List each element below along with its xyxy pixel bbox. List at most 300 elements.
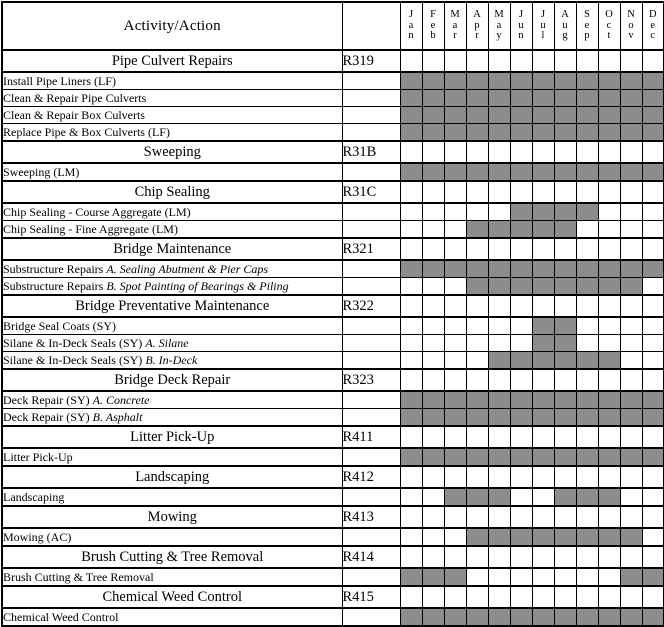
schedule-cell-jan[interactable] (400, 586, 422, 608)
schedule-cell-mar[interactable] (444, 546, 466, 568)
schedule-cell-jan[interactable] (400, 409, 422, 427)
schedule-cell-jun[interactable] (510, 90, 532, 107)
schedule-cell-apr[interactable] (466, 335, 488, 352)
schedule-cell-may[interactable] (488, 90, 510, 107)
schedule-cell-apr[interactable] (466, 352, 488, 370)
schedule-cell-dec[interactable] (642, 124, 664, 142)
schedule-cell-jun[interactable] (510, 369, 532, 391)
schedule-cell-may[interactable] (488, 278, 510, 296)
schedule-cell-nov[interactable] (620, 546, 642, 568)
schedule-cell-jan[interactable] (400, 72, 422, 90)
schedule-cell-feb[interactable] (422, 352, 444, 370)
schedule-cell-oct[interactable] (598, 163, 620, 181)
schedule-cell-may[interactable] (488, 546, 510, 568)
schedule-cell-jul[interactable] (532, 426, 554, 448)
schedule-cell-feb[interactable] (422, 72, 444, 90)
schedule-cell-jul[interactable] (532, 352, 554, 370)
schedule-cell-sep[interactable] (576, 568, 598, 586)
schedule-cell-may[interactable] (488, 221, 510, 239)
schedule-cell-jan[interactable] (400, 352, 422, 370)
schedule-cell-may[interactable] (488, 317, 510, 335)
schedule-cell-feb[interactable] (422, 466, 444, 488)
schedule-cell-mar[interactable] (444, 163, 466, 181)
schedule-cell-dec[interactable] (642, 238, 664, 260)
schedule-cell-oct[interactable] (598, 391, 620, 409)
schedule-cell-mar[interactable] (444, 181, 466, 203)
schedule-cell-sep[interactable] (576, 369, 598, 391)
schedule-cell-aug[interactable] (554, 238, 576, 260)
schedule-cell-apr[interactable] (466, 141, 488, 163)
schedule-cell-dec[interactable] (642, 295, 664, 317)
schedule-cell-oct[interactable] (598, 72, 620, 90)
schedule-cell-jan[interactable] (400, 90, 422, 107)
schedule-cell-dec[interactable] (642, 107, 664, 124)
schedule-cell-nov[interactable] (620, 568, 642, 586)
schedule-cell-feb[interactable] (422, 546, 444, 568)
schedule-cell-jul[interactable] (532, 608, 554, 626)
schedule-cell-oct[interactable] (598, 278, 620, 296)
schedule-cell-feb[interactable] (422, 50, 444, 72)
schedule-cell-apr[interactable] (466, 586, 488, 608)
schedule-cell-jan[interactable] (400, 568, 422, 586)
schedule-cell-jan[interactable] (400, 124, 422, 142)
schedule-cell-may[interactable] (488, 426, 510, 448)
schedule-cell-mar[interactable] (444, 124, 466, 142)
schedule-cell-feb[interactable] (422, 568, 444, 586)
schedule-cell-may[interactable] (488, 181, 510, 203)
schedule-cell-mar[interactable] (444, 317, 466, 335)
schedule-cell-sep[interactable] (576, 335, 598, 352)
schedule-cell-dec[interactable] (642, 391, 664, 409)
schedule-cell-dec[interactable] (642, 426, 664, 448)
schedule-cell-feb[interactable] (422, 90, 444, 107)
schedule-cell-feb[interactable] (422, 448, 444, 466)
schedule-cell-sep[interactable] (576, 90, 598, 107)
schedule-cell-mar[interactable] (444, 506, 466, 528)
schedule-cell-nov[interactable] (620, 203, 642, 221)
schedule-cell-nov[interactable] (620, 295, 642, 317)
schedule-cell-nov[interactable] (620, 586, 642, 608)
schedule-cell-dec[interactable] (642, 278, 664, 296)
schedule-cell-jul[interactable] (532, 409, 554, 427)
schedule-cell-nov[interactable] (620, 448, 642, 466)
schedule-cell-may[interactable] (488, 203, 510, 221)
schedule-cell-feb[interactable] (422, 203, 444, 221)
schedule-cell-dec[interactable] (642, 568, 664, 586)
schedule-cell-dec[interactable] (642, 260, 664, 278)
schedule-cell-sep[interactable] (576, 124, 598, 142)
schedule-cell-jul[interactable] (532, 203, 554, 221)
schedule-cell-mar[interactable] (444, 568, 466, 586)
schedule-cell-nov[interactable] (620, 107, 642, 124)
schedule-cell-aug[interactable] (554, 124, 576, 142)
schedule-cell-jun[interactable] (510, 317, 532, 335)
schedule-cell-nov[interactable] (620, 352, 642, 370)
schedule-cell-dec[interactable] (642, 488, 664, 506)
schedule-cell-nov[interactable] (620, 391, 642, 409)
schedule-cell-dec[interactable] (642, 466, 664, 488)
schedule-cell-jun[interactable] (510, 72, 532, 90)
schedule-cell-mar[interactable] (444, 90, 466, 107)
schedule-cell-dec[interactable] (642, 181, 664, 203)
schedule-cell-aug[interactable] (554, 608, 576, 626)
schedule-cell-apr[interactable] (466, 448, 488, 466)
schedule-cell-jun[interactable] (510, 50, 532, 72)
schedule-cell-jan[interactable] (400, 317, 422, 335)
schedule-cell-sep[interactable] (576, 238, 598, 260)
schedule-cell-aug[interactable] (554, 107, 576, 124)
schedule-cell-aug[interactable] (554, 546, 576, 568)
schedule-cell-mar[interactable] (444, 426, 466, 448)
schedule-cell-apr[interactable] (466, 203, 488, 221)
schedule-cell-feb[interactable] (422, 238, 444, 260)
schedule-cell-sep[interactable] (576, 141, 598, 163)
schedule-cell-dec[interactable] (642, 335, 664, 352)
schedule-cell-mar[interactable] (444, 586, 466, 608)
schedule-cell-jan[interactable] (400, 488, 422, 506)
schedule-cell-jun[interactable] (510, 409, 532, 427)
schedule-cell-jul[interactable] (532, 369, 554, 391)
schedule-cell-sep[interactable] (576, 448, 598, 466)
schedule-cell-aug[interactable] (554, 203, 576, 221)
schedule-cell-oct[interactable] (598, 90, 620, 107)
schedule-cell-sep[interactable] (576, 181, 598, 203)
schedule-cell-apr[interactable] (466, 488, 488, 506)
schedule-cell-apr[interactable] (466, 124, 488, 142)
schedule-cell-jun[interactable] (510, 221, 532, 239)
schedule-cell-sep[interactable] (576, 608, 598, 626)
schedule-cell-jan[interactable] (400, 163, 422, 181)
schedule-cell-jul[interactable] (532, 181, 554, 203)
schedule-cell-mar[interactable] (444, 352, 466, 370)
schedule-cell-mar[interactable] (444, 335, 466, 352)
schedule-cell-apr[interactable] (466, 568, 488, 586)
schedule-cell-feb[interactable] (422, 528, 444, 546)
schedule-cell-oct[interactable] (598, 488, 620, 506)
schedule-cell-nov[interactable] (620, 369, 642, 391)
schedule-cell-jun[interactable] (510, 278, 532, 296)
schedule-cell-jan[interactable] (400, 546, 422, 568)
schedule-cell-mar[interactable] (444, 488, 466, 506)
schedule-cell-sep[interactable] (576, 203, 598, 221)
schedule-cell-jan[interactable] (400, 50, 422, 72)
schedule-cell-jul[interactable] (532, 335, 554, 352)
schedule-cell-aug[interactable] (554, 352, 576, 370)
schedule-cell-jul[interactable] (532, 488, 554, 506)
schedule-cell-jun[interactable] (510, 163, 532, 181)
schedule-cell-mar[interactable] (444, 141, 466, 163)
schedule-cell-feb[interactable] (422, 124, 444, 142)
schedule-cell-aug[interactable] (554, 568, 576, 586)
schedule-cell-dec[interactable] (642, 203, 664, 221)
schedule-cell-aug[interactable] (554, 163, 576, 181)
schedule-cell-apr[interactable] (466, 107, 488, 124)
schedule-cell-mar[interactable] (444, 295, 466, 317)
schedule-cell-nov[interactable] (620, 163, 642, 181)
schedule-cell-oct[interactable] (598, 107, 620, 124)
schedule-cell-nov[interactable] (620, 608, 642, 626)
schedule-cell-feb[interactable] (422, 608, 444, 626)
schedule-cell-may[interactable] (488, 466, 510, 488)
schedule-cell-oct[interactable] (598, 203, 620, 221)
schedule-cell-mar[interactable] (444, 72, 466, 90)
schedule-cell-aug[interactable] (554, 488, 576, 506)
schedule-cell-mar[interactable] (444, 391, 466, 409)
schedule-cell-may[interactable] (488, 608, 510, 626)
schedule-cell-oct[interactable] (598, 506, 620, 528)
schedule-cell-oct[interactable] (598, 317, 620, 335)
schedule-cell-mar[interactable] (444, 221, 466, 239)
schedule-cell-nov[interactable] (620, 124, 642, 142)
schedule-cell-jun[interactable] (510, 466, 532, 488)
schedule-cell-aug[interactable] (554, 528, 576, 546)
schedule-cell-apr[interactable] (466, 221, 488, 239)
schedule-cell-feb[interactable] (422, 506, 444, 528)
schedule-cell-nov[interactable] (620, 335, 642, 352)
schedule-cell-sep[interactable] (576, 163, 598, 181)
schedule-cell-jun[interactable] (510, 107, 532, 124)
schedule-cell-apr[interactable] (466, 72, 488, 90)
schedule-cell-aug[interactable] (554, 409, 576, 427)
schedule-cell-jul[interactable] (532, 221, 554, 239)
schedule-cell-apr[interactable] (466, 163, 488, 181)
schedule-cell-jun[interactable] (510, 141, 532, 163)
schedule-cell-sep[interactable] (576, 352, 598, 370)
schedule-cell-jun[interactable] (510, 181, 532, 203)
schedule-cell-feb[interactable] (422, 409, 444, 427)
schedule-cell-jun[interactable] (510, 352, 532, 370)
schedule-cell-nov[interactable] (620, 221, 642, 239)
schedule-cell-jun[interactable] (510, 506, 532, 528)
schedule-cell-feb[interactable] (422, 221, 444, 239)
schedule-cell-sep[interactable] (576, 528, 598, 546)
schedule-cell-dec[interactable] (642, 90, 664, 107)
schedule-cell-dec[interactable] (642, 141, 664, 163)
schedule-cell-jan[interactable] (400, 528, 422, 546)
schedule-cell-apr[interactable] (466, 181, 488, 203)
schedule-cell-feb[interactable] (422, 586, 444, 608)
schedule-cell-sep[interactable] (576, 260, 598, 278)
schedule-cell-oct[interactable] (598, 335, 620, 352)
schedule-cell-may[interactable] (488, 141, 510, 163)
schedule-cell-mar[interactable] (444, 528, 466, 546)
schedule-cell-nov[interactable] (620, 488, 642, 506)
schedule-cell-jul[interactable] (532, 107, 554, 124)
schedule-cell-oct[interactable] (598, 568, 620, 586)
schedule-cell-mar[interactable] (444, 107, 466, 124)
schedule-cell-apr[interactable] (466, 260, 488, 278)
schedule-cell-sep[interactable] (576, 546, 598, 568)
schedule-cell-jul[interactable] (532, 586, 554, 608)
schedule-cell-mar[interactable] (444, 238, 466, 260)
schedule-cell-sep[interactable] (576, 391, 598, 409)
schedule-cell-jun[interactable] (510, 295, 532, 317)
schedule-cell-nov[interactable] (620, 260, 642, 278)
schedule-cell-jul[interactable] (532, 391, 554, 409)
schedule-cell-apr[interactable] (466, 608, 488, 626)
schedule-cell-may[interactable] (488, 448, 510, 466)
schedule-cell-jul[interactable] (532, 163, 554, 181)
schedule-cell-dec[interactable] (642, 221, 664, 239)
schedule-cell-apr[interactable] (466, 528, 488, 546)
schedule-cell-sep[interactable] (576, 278, 598, 296)
schedule-cell-oct[interactable] (598, 50, 620, 72)
schedule-cell-feb[interactable] (422, 278, 444, 296)
schedule-cell-apr[interactable] (466, 278, 488, 296)
schedule-cell-jun[interactable] (510, 124, 532, 142)
schedule-cell-may[interactable] (488, 260, 510, 278)
schedule-cell-dec[interactable] (642, 50, 664, 72)
schedule-cell-jul[interactable] (532, 528, 554, 546)
schedule-cell-nov[interactable] (620, 181, 642, 203)
schedule-cell-may[interactable] (488, 568, 510, 586)
schedule-cell-oct[interactable] (598, 295, 620, 317)
schedule-cell-aug[interactable] (554, 260, 576, 278)
schedule-cell-jan[interactable] (400, 448, 422, 466)
schedule-cell-mar[interactable] (444, 409, 466, 427)
schedule-cell-jan[interactable] (400, 608, 422, 626)
schedule-cell-jun[interactable] (510, 238, 532, 260)
schedule-cell-dec[interactable] (642, 586, 664, 608)
schedule-cell-feb[interactable] (422, 369, 444, 391)
schedule-cell-mar[interactable] (444, 278, 466, 296)
schedule-cell-aug[interactable] (554, 369, 576, 391)
schedule-cell-jul[interactable] (532, 466, 554, 488)
schedule-cell-feb[interactable] (422, 295, 444, 317)
schedule-cell-may[interactable] (488, 124, 510, 142)
schedule-cell-apr[interactable] (466, 466, 488, 488)
schedule-cell-jul[interactable] (532, 278, 554, 296)
schedule-cell-jan[interactable] (400, 466, 422, 488)
schedule-cell-dec[interactable] (642, 352, 664, 370)
schedule-cell-jan[interactable] (400, 426, 422, 448)
schedule-cell-oct[interactable] (598, 181, 620, 203)
schedule-cell-oct[interactable] (598, 448, 620, 466)
schedule-cell-jan[interactable] (400, 181, 422, 203)
schedule-cell-jan[interactable] (400, 203, 422, 221)
schedule-cell-nov[interactable] (620, 466, 642, 488)
schedule-cell-aug[interactable] (554, 278, 576, 296)
schedule-cell-oct[interactable] (598, 466, 620, 488)
schedule-cell-sep[interactable] (576, 107, 598, 124)
schedule-cell-sep[interactable] (576, 466, 598, 488)
schedule-cell-sep[interactable] (576, 221, 598, 239)
schedule-cell-jan[interactable] (400, 295, 422, 317)
schedule-cell-feb[interactable] (422, 426, 444, 448)
schedule-cell-may[interactable] (488, 335, 510, 352)
schedule-cell-aug[interactable] (554, 72, 576, 90)
schedule-cell-aug[interactable] (554, 391, 576, 409)
schedule-cell-oct[interactable] (598, 409, 620, 427)
schedule-cell-may[interactable] (488, 369, 510, 391)
schedule-cell-sep[interactable] (576, 295, 598, 317)
schedule-cell-mar[interactable] (444, 369, 466, 391)
schedule-cell-jun[interactable] (510, 203, 532, 221)
schedule-cell-apr[interactable] (466, 506, 488, 528)
schedule-cell-feb[interactable] (422, 335, 444, 352)
schedule-cell-feb[interactable] (422, 163, 444, 181)
schedule-cell-aug[interactable] (554, 335, 576, 352)
schedule-cell-apr[interactable] (466, 50, 488, 72)
schedule-cell-may[interactable] (488, 488, 510, 506)
schedule-cell-aug[interactable] (554, 50, 576, 72)
schedule-cell-oct[interactable] (598, 546, 620, 568)
schedule-cell-jun[interactable] (510, 260, 532, 278)
schedule-cell-dec[interactable] (642, 72, 664, 90)
schedule-cell-aug[interactable] (554, 221, 576, 239)
schedule-cell-feb[interactable] (422, 317, 444, 335)
schedule-cell-jul[interactable] (532, 568, 554, 586)
schedule-cell-may[interactable] (488, 50, 510, 72)
schedule-cell-feb[interactable] (422, 181, 444, 203)
schedule-cell-dec[interactable] (642, 163, 664, 181)
schedule-cell-oct[interactable] (598, 608, 620, 626)
schedule-cell-dec[interactable] (642, 369, 664, 391)
schedule-cell-oct[interactable] (598, 260, 620, 278)
schedule-cell-may[interactable] (488, 238, 510, 260)
schedule-cell-aug[interactable] (554, 317, 576, 335)
schedule-cell-mar[interactable] (444, 260, 466, 278)
schedule-cell-nov[interactable] (620, 409, 642, 427)
schedule-cell-nov[interactable] (620, 72, 642, 90)
schedule-cell-jan[interactable] (400, 278, 422, 296)
schedule-cell-jun[interactable] (510, 335, 532, 352)
schedule-cell-jun[interactable] (510, 568, 532, 586)
schedule-cell-dec[interactable] (642, 528, 664, 546)
schedule-cell-jun[interactable] (510, 546, 532, 568)
schedule-cell-mar[interactable] (444, 608, 466, 626)
schedule-cell-oct[interactable] (598, 369, 620, 391)
schedule-cell-jan[interactable] (400, 506, 422, 528)
schedule-cell-nov[interactable] (620, 238, 642, 260)
schedule-cell-nov[interactable] (620, 506, 642, 528)
schedule-cell-oct[interactable] (598, 352, 620, 370)
schedule-cell-jul[interactable] (532, 295, 554, 317)
schedule-cell-sep[interactable] (576, 50, 598, 72)
schedule-cell-oct[interactable] (598, 528, 620, 546)
schedule-cell-aug[interactable] (554, 466, 576, 488)
schedule-cell-nov[interactable] (620, 50, 642, 72)
schedule-cell-apr[interactable] (466, 546, 488, 568)
schedule-cell-oct[interactable] (598, 221, 620, 239)
schedule-cell-dec[interactable] (642, 546, 664, 568)
schedule-cell-dec[interactable] (642, 506, 664, 528)
schedule-cell-aug[interactable] (554, 586, 576, 608)
schedule-cell-apr[interactable] (466, 391, 488, 409)
schedule-cell-jul[interactable] (532, 506, 554, 528)
schedule-cell-sep[interactable] (576, 317, 598, 335)
schedule-cell-jan[interactable] (400, 221, 422, 239)
schedule-cell-jan[interactable] (400, 391, 422, 409)
schedule-cell-jan[interactable] (400, 335, 422, 352)
schedule-cell-may[interactable] (488, 295, 510, 317)
schedule-cell-jul[interactable] (532, 448, 554, 466)
schedule-cell-sep[interactable] (576, 506, 598, 528)
schedule-cell-apr[interactable] (466, 317, 488, 335)
schedule-cell-jun[interactable] (510, 391, 532, 409)
schedule-cell-nov[interactable] (620, 141, 642, 163)
schedule-cell-jul[interactable] (532, 260, 554, 278)
schedule-cell-oct[interactable] (598, 124, 620, 142)
schedule-cell-may[interactable] (488, 506, 510, 528)
schedule-cell-feb[interactable] (422, 488, 444, 506)
schedule-cell-jun[interactable] (510, 608, 532, 626)
schedule-cell-aug[interactable] (554, 90, 576, 107)
schedule-cell-dec[interactable] (642, 448, 664, 466)
schedule-cell-oct[interactable] (598, 426, 620, 448)
schedule-cell-nov[interactable] (620, 278, 642, 296)
schedule-cell-may[interactable] (488, 528, 510, 546)
